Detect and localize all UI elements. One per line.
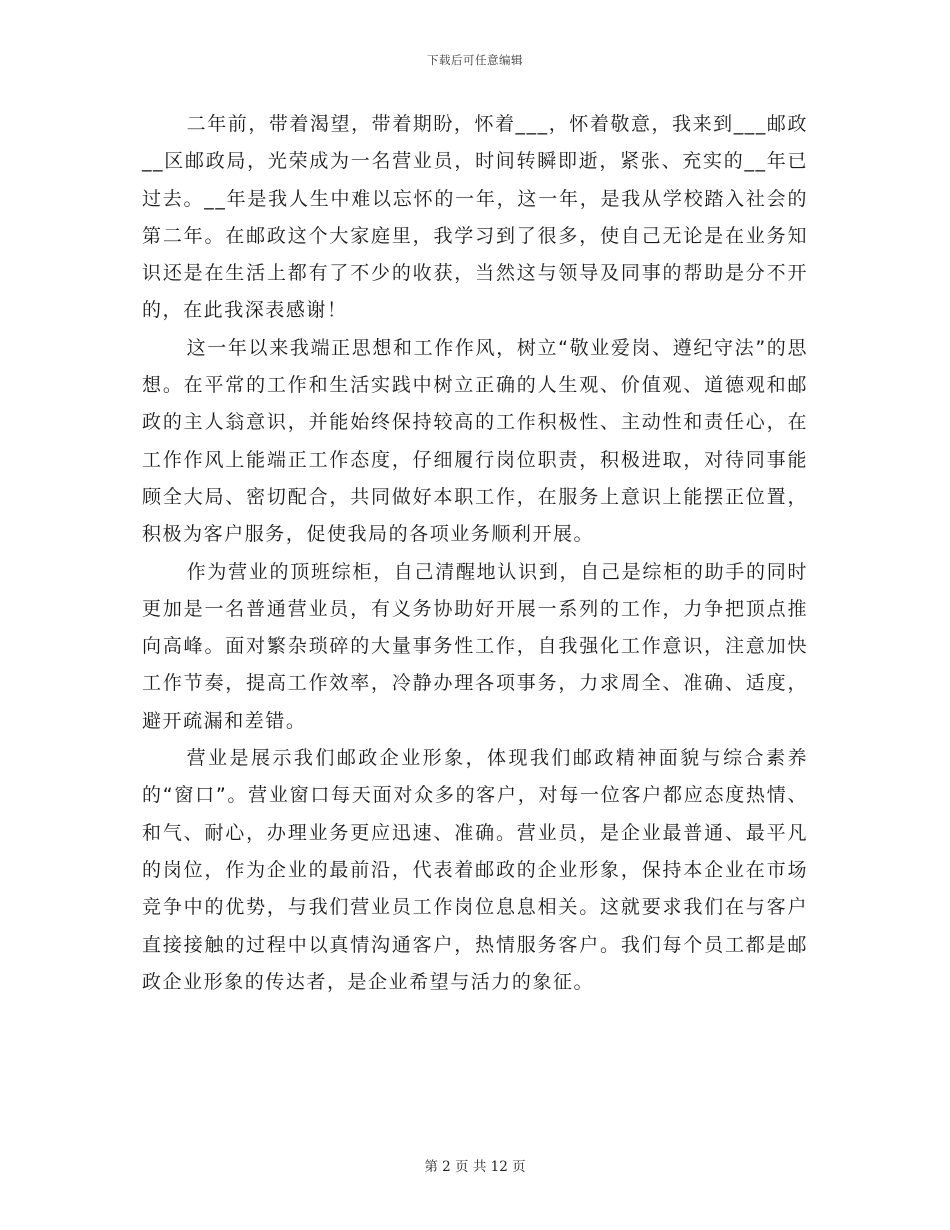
page-header: 下载后可任意编辑 [427, 53, 523, 67]
page-footer: 第 2 页 共 12 页 [424, 1159, 526, 1175]
document-body [142, 106, 808, 1001]
paragraph-3: 作为营业的顶班综柜，自己清醒地认识到，自己是综柜的助手的同时更加是一名普通营业员，有义务协助好开展一系列的工作，力争把顶点推向高峰。面对繁杂琐碎的大量事务性工作，自我强化工作意识，注意加快工作节奏，提高工作效率，冷静办理各项事务，力求周全、准确、适度，避开疏漏和差错。 [142, 560, 808, 732]
paragraph-1: 二年前，带着渴望，带着期盼，怀着___，怀着敬意，我来到___邮政__区邮政局，光荣成为一名营业员，时间转瞬即逝，紧张、充实的__年已过去。__年是我人生中难以忘怀的一年，这一年，是我从学校踏入社会的第二年。在邮政这个大家庭里，我学习到了很多，使自己无论是在业务知识还是在生活上都有了不少的收获，当然这与领导及同事的帮助是分不开的，在此我深表感谢！ [142, 113, 808, 322]
paragraph-4: 营业是展示我们邮政企业形象，体现我们邮政精神面貌与综合素养的“窗口”。营业窗口每天面对众多的客户，对每一位客户都应态度热情、和气、耐心，办理业务更应迅速、准确。营业员，是企业最普通、最平凡的岗位，作为企业的最前沿，代表着邮政的企业形象，保持本企业在市场竞争中的优势，与我们营业员工作岗位息息相关。这就要求我们在与客户直接接触的过程中以真情沟通客户，热情服务客户。我们每个员工都是邮政企业形象的传达者，是企业希望与活力的象征。 [142, 747, 808, 993]
paragraph-2: 这一年以来我端正思想和工作作风，树立“敬业爱岗、遵纪守法”的思想。在平常的工作和生活实践中树立正确的人生观、价值观、道德观和邮政的主人翁意识，并能始终保持较高的工作积极性、主动性和责任心，在工作作风上能端正工作态度，仔细履行岗位职责，积极进取，对待同事能顾全大局、密切配合，共同做好本职工作，在服务上意识上能摆正位置，积极为客户服务，促使我局的各项业务顺利开展。 [142, 336, 808, 546]
